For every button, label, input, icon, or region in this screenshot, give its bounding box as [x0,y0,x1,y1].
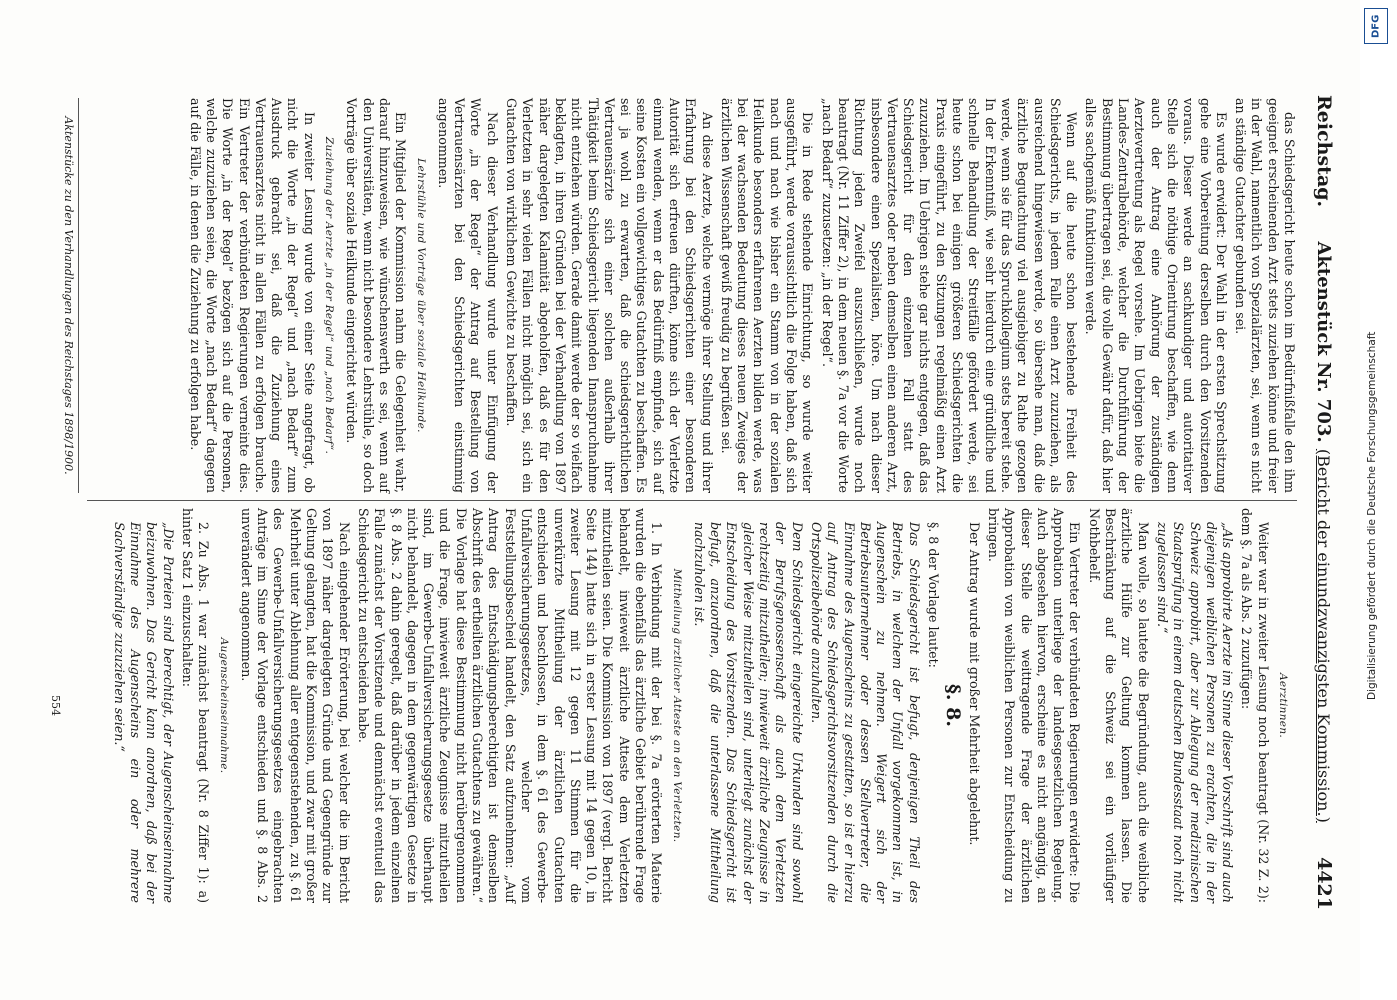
right-quoted-text: Das Schiedsgericht ist befugt, denjenigen Theil des Betriebs, in welchem der Unfall vorgekommen ist, in Augenschein zu nehmen. Weigert sich der Betriebsunternehmer oder dessen Stellvertreter, die Einnahme des Augenscheins zu gestatten, so ist er hierzu auf Antrag des Schiedsgerichtsvorsitzenden durch die Ortspolizeibehörde anzuhalten. [808,522,922,903]
right-subheading: Mittheilung ärztlicher Atteste an den Verletzten. [670,568,683,843]
right-paragraph: 2. Zu Abs. 1 war zunächst beantragt (Nr. 8 Ziffer 1): a) hinter Satz 1 einzuschalten: [180,508,212,903]
right-paragraph: Der Antrag wurde mit großer Mehrheit abgelehnt. [966,522,982,846]
dfg-logo-icon: DFG [1364,8,1388,44]
digitization-sidebar [1360,0,1397,1000]
left-paragraph: In zweiter Lesung wurde von einer Seite angefragt, ob nicht die Worte „in der Regel“ und „nach Bedarf“ zum Ausdruck gebracht sei, daß die Zuziehung eines Vertrauensarztes nicht in allen Fällen zu erfolgen brauche. Ein Vertreter der verbündeten Regierungen verneinte dies. Die Worte „in der Regel“ bezögen sich auf die Personen, welche zuzuziehen seien, die Worte „nach Bedarf“ dagegen auf die Fälle, in denen die Zuziehung zu erfolgen habe. [187,98,317,493]
right-quoted-text: „Die Parteien sind berechtigt, der Augenscheinseinnahme beizuwohnen. Das Gericht kann anordnen, daß bei der Einnahme des Augenscheins ein oder mehrere Sachverständige zuzuziehen seien.“ [111,522,176,903]
header-center [1313,241,1334,822]
right-quoted-text: Dem Schiedsgericht eingereichte Urkunden sind sowohl der Berufsgenossenschaft als auch dem Verletzten rechtzeitig mitzutheilen; inwieweit ärztliche Zeugnisse in gleicher Weise mitzutheilen sind, unterliegt zunächst der Entscheidung des Vorsitzenden. Das Schiedsgericht ist befugt, anzuordnen, daß die unterlassene Mittheilung nachzuholen ist. [691,522,805,903]
footer-page-number: 554 [49,695,62,716]
right-paragraph: Nach eingehender Erörterung, bei welcher die im Bericht von 1897 näher dargelegten Gründe und Gegengründe zur Geltung gelangten, hat die Kommission, und zwar mit großer Mehrheit unter Ablehnung aller entgegenstehenden, zu §. 61 des Gewerbe-Unfallversicherungsgesetzes eingebrachten Anträge im Sinne der Vorlage entschieden und §. 8 Abs. 2 unverändert angenommen. [238,508,352,903]
footer-source: Aktenstücke zu den Verhandlungen des Reichstages 1898/1900. [62,98,79,493]
left-paragraph: An diese Aerzte, welche vermöge ihrer Stellung und ihrer Erfahrung bei den Schiedsgerichten einer besonderen Autorität sich erfreuen dürften, könne sich der Verletzte einmal wenden, wenn er das Bedürfniß empfinde, sich auf seine Kosten ein vollgewichtiges Gutachten zu beschaffen. Es sei ja wohl zu erwarten, daß die schiedsgerichtlichen Vertrauensärzte sich einer solchen außerhalb ihrer Thätigkeit beim Schiedsgericht liegenden Inanspruchnahme nicht entziehen würden. Gerade damit werde der so vielfach beklagten, in ihren Gründen bei der Verhandlung von 1897 näher dargelegten Kalamität abgeholfen, daß es für den Verletzten in sehr vielen Fällen nicht möglich sei, sich ein Gutachten von wirklichem Gewichte zu beschaffen. [504,98,715,493]
left-paragraph: das Schiedsgericht heute schon im Bedürfnißfalle den ihm geeignet erscheinenden Arzt stets zuziehen könne und freier in der Wahl, namentlich von Spezialärzten, sei, wenn es nicht an ständige Gutachter gebunden sei. [1233,98,1297,493]
left-subheading: Lehrstühle und Vorträge über soziale Heilkunde. [414,158,427,433]
document-number: Aktenstück Nr. 703. [1313,241,1334,443]
header-left: Reichstag. [1313,95,1335,208]
left-column [183,98,1297,493]
right-paragraph: Weiter war in zweiter Lesung noch beantragt (Nr. 32 Z. 2): dem §. 7a als Abs. 2 zuzufügen: [1239,508,1271,903]
right-section-heading: §. 8. [942,683,965,727]
left-paragraph: Wenn auf die heute schon bestehende Freiheit des Schiedsgerichts, in jedem Falle einen Arzt zuzuziehen, als ausreichend hingewiesen werde, so übersehe man, daß die ärztliche Begutachtung viel ausgiebiger zu Rathe gezogen werde, wenn sie für das Spruchkollegium stets bereit stehe. In der Erkenntniß, wie sehr hierdurch eine gründliche und schnelle Behandlung der Streitfälle gefördert werde, sei heute schon bei einigen größeren Schiedsgerichten die Praxis eingeführt, zu den Sitzungen regelmäßig einen Arzt zuzuziehen. Im Uebrigen stehe gar nichts entgegen, daß das Schiedsgericht für den einzelnen Fall statt des Vertrauensarztes oder neben demselben einen anderen Arzt, insbesondere einen Spezialisten, höre. Um nach dieser Richtung jeden Zweifel auszuschließen, wurde noch beantragt (Nr. 11 Ziffer 2), in dem neuen §. 7a vor die Worte „nach Bedarf“ zuzusetzen: „in der Regel“. [819,98,1080,493]
right-subheading: Augenscheinseinnahme. [217,637,230,774]
dfg-notice: Digitalisierung gefördert durch die Deutsche Forschungsgemeinschaft [1366,331,1378,700]
page-header [1309,95,1335,910]
right-column [108,508,1297,903]
left-paragraph: Die in Rede stehende Einrichtung, so wurde weiter ausgeführt, werde voraussichtlich die Folge haben, daß sich nach und nach wie bisher ein Stamm von in der sozialen Heilkunde besonders erfahrenen Aerzten bilden werde, was bei der wachsenden Bedeutung dieses neuen Zweiges der ärztlichen Wissenschaft gewiß freudig zu begrüßen sei. [718,98,816,493]
right-paragraph: 1. In Verbindung mit der bei §. 7a erörterten Materie wurden die ebenfalls das ärztliche Gebiet berührende Frage behandelt, inwieweit ärztliche Atteste dem Verletzten mitzutheilen seien. Die Kommission von 1897 (vergl. Bericht Seite 144) hatte sich in erster Lesung mit 14 gegen 10, in zweiter Lesung mit 12 gegen 11 Stimmen für die unverkürzte Mittheilung der ärztlichen Gutachten entschieden und beschlossen, in dem §. 61 des Gewerbe-Unfallversicherungsgesetzes, welcher vom Feststellungsbescheid handelt, den Satz aufzunehmen: „Auf Antrag des Entschädigungsberechtigten ist demselben Abschrift des ertheilten ärztlichen Gutachtens zu gewähren.“ Die Vorlage hat diese Bestimmung nicht herübergenommen und die Frage, inwieweit ärztliche Zeugnisse mitzutheilen sind, im Gewerbe-Unfallversicherungsgesetze überhaupt nicht behandelt, dagegen in dem gegenwärtigen Gesetze in §. 8 Abs. 2 dahin geregelt, daß darüber in jedem einzelnen Falle zunächst der Vorsitzende und demnächst eventuell das Schiedsgericht zu entscheiden habe. [355,508,665,903]
right-paragraph: §. 8 der Vorlage lautet: [926,522,942,668]
left-subheading: Zuziehung der Aerzte „in der Regel“ und „nach Bedarf“. [323,136,336,455]
left-paragraph: Ein Mitglied der Kommission nahm die Gelegenheit wahr, darauf hinzuweisen, wie wünschenswerth es sei, wenn auf den Universitäten, wenn nicht besondere Lehrstühle, so doch Vorträge über soziale Heilkunde eingerichtet würden. [344,98,409,493]
right-quoted-text: „Als approbirte Aerzte im Sinne dieser Vorschrift sind auch diejenigen weiblichen Personen zu erachten, die in der Schweiz approbirt, aber zur Ablegung der medizinischen Staatsprüfung in einem deutschen Bundesstaat noch nicht zugelassen sind.“ [1154,522,1236,903]
right-paragraph: Ein Vertreter der verbündeten Regierungen erwiderte: Die Approbation unterliege der landesgesetzlichen Regelung. Auch abgesehen hiervon, erscheine es nicht angängig, an dieser Stelle die weittragende Frage der ärztlichen Approbation von weiblichen Personen zur Entscheidung zu bringen. [985,508,1083,903]
left-paragraph: Es wurde erwidert: Der Wahl in der ersten Sprechsitzung gehe eine Vorbereitung derselben durch den Vorsitzenden voraus. Dieser werde an sachkundiger und autoritativer Stelle sich die nöthige Orientirung beschaffen, wie denn auch der Antrag eine Anhörung der zuständigen Aerztevertretung als Regel vorsehe. Im Uebrigen biete die Landes-Zentralbehörde, welcher die Durchführung der Bestimmung übertragen sei, die volle Gewähr dafür, daß hier alles sachgemäß funktioniren werde. [1083,98,1229,493]
left-paragraph: Nach dieser Verhandlung wurde unter Einfügung der Worte „in der Regel“ der Antrag auf Bestellung von Vertrauensärzten bei den Schiedsgerichten einstimmig angenommen. [435,98,500,493]
column-divider [87,500,1297,501]
header-page-number: 4421 [1313,857,1335,910]
right-paragraph: Man wolle, so lautete die Begründung, auch die weibliche ärztliche Hülfe zur Geltung kommen lassen. Die Beschränkung auf die Schweiz sei ein vorläufiger Nothbehelf. [1086,508,1151,903]
document-title: (Bericht der einundzwanzigsten Kommission.) [1314,448,1333,823]
right-subheading: Aerztinnen. [1277,672,1289,739]
